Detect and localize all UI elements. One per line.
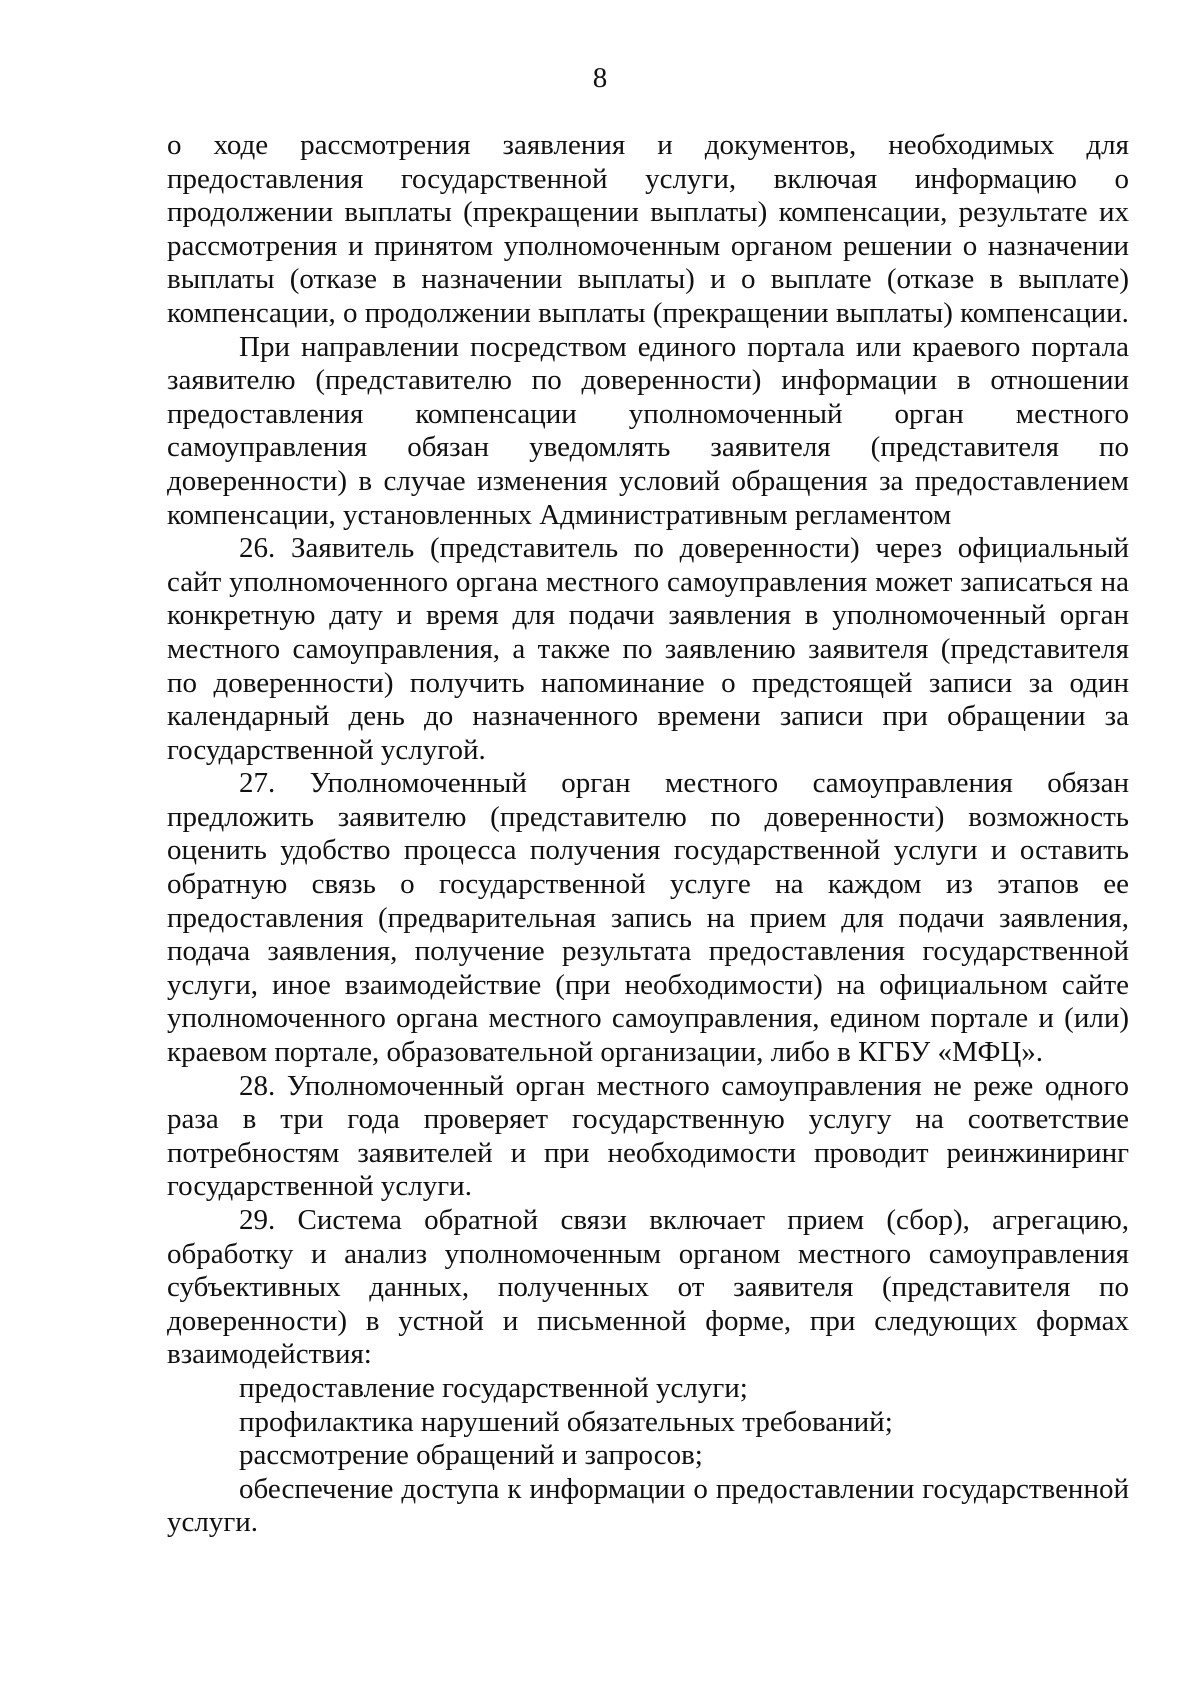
list-item: предоставление государственной услуги; [239,1371,748,1404]
list-item: рассмотрение обращений и запросов; [239,1439,703,1472]
page-number: 8 [592,62,608,94]
paragraph-29: 29. Система обратной связи включает прием (сбор), агрегацию, обработку и анализ уполномоченным органом местного самоуправления субъективных данных, полученных от заявителя (представителя по доверенности) в устной и письменной форме, при следующих формах взаимодействия: [167,1204,1129,1371]
paragraph-28: 28. Уполномоченный орган местного самоуправления не реже одного раза в три года проверяет государственную услугу на соответствие потребностям заявителей и при необходимости проводит реинжиниринг государственной услуги. [167,1069,1129,1203]
paragraph-continuation: о ходе рассмотрения заявления и документов, необходимых для предоставления государственной услуги, включая информацию о продолжении выплаты (прекращении выплаты) компенсации, результате их рассмотрения и принятом уполномоченным органом решении о назначении выплаты (отказе в назначении выплаты) и о выплате (отказе в выплате) компенсации, о продолжении выплаты (прекращении выплаты) компенсации. [167,129,1129,329]
list-item: обеспечение доступа к информации о предоставлении государственной услуги. [167,1472,1129,1539]
paragraph-27: 27. Уполномоченный орган местного самоуправления обязан предложить заявителю (представителю по доверенности) возможность оценить удобство процесса получения государственной услуги и оставить обратную связь о государственной услуге на каждом из этапов ее предоставления (предварительная запись на прием для подачи заявления, подача заявления, получение результата предоставления государственной услуги, иное взаимодействие (при необходимости) на официальном сайте уполномоченного органа местного самоуправления, едином портале и (или) краевом портале, образовательной организации, либо в КГБУ «МФЦ». [167,767,1129,1069]
list-item: профилактика нарушений обязательных требований; [239,1405,893,1438]
paragraph-26: 26. Заявитель (представитель по доверенности) через официальный сайт уполномоченного органа местного самоуправления может записаться на конкретную дату и время для подачи заявления в уполномоченный орган местного самоуправления, а также по заявлению заявителя (представителя по доверенности) получить напоминание о предстоящей записи за один календарный день до назначенного времени записи при обращении за государственной услугой. [167,532,1129,766]
document-body [167,129,1129,1540]
paragraph-portal-notification: При направлении посредством единого портала или краевого портала заявителю (представителю по доверенности) информации в отношении предоставления компенсации уполномоченный орган местного самоуправления обязан уведомлять заявителя (представителя по доверенности) в случае изменения условий обращения за предоставлением компенсации, установленных Административным регламентом [167,330,1129,531]
